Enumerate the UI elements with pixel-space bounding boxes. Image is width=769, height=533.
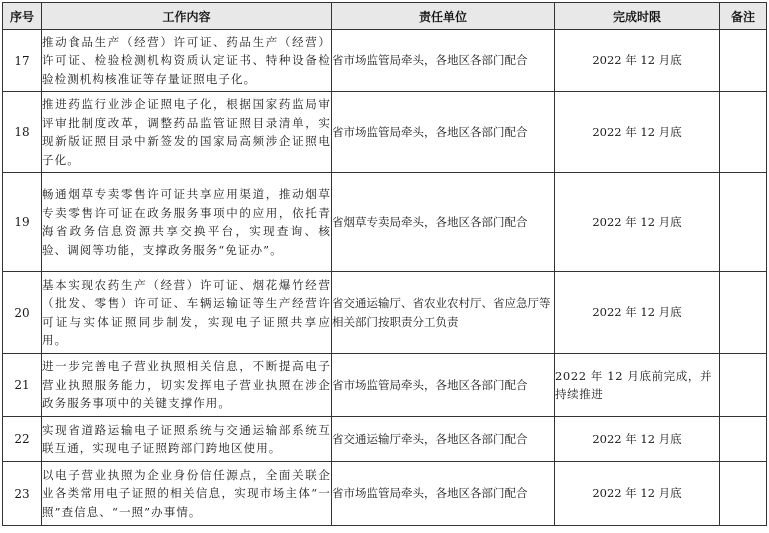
row-deadline: 2022 年 12 月底 [555, 173, 720, 272]
task-table [2, 2, 767, 526]
row-deadline: 2022 年 12 月底 [555, 272, 720, 354]
row-unit: 省烟草专卖局牵头，各地区各部门配合 [332, 173, 555, 272]
header-content: 工作内容 [42, 3, 332, 30]
table-row [3, 354, 767, 417]
row-seq: 19 [3, 173, 42, 272]
row-remark [720, 92, 767, 173]
row-seq: 17 [3, 30, 42, 92]
row-remark [720, 462, 767, 526]
row-deadline: 2022 年 12 月底前完成，并持续推进 [555, 354, 720, 417]
header-deadline: 完成时限 [555, 3, 720, 30]
header-unit: 责任单位 [332, 3, 555, 30]
row-seq: 20 [3, 272, 42, 354]
row-content: 畅通烟草专卖零售许可证共享应用渠道，推动烟草专卖零售许可证在政务服务事项中的应用，依托青海省政务信息资源共享交换平台，实现查询、核验、调阅等功能，支撑政务服务“免证办”。 [42, 173, 332, 272]
row-seq: 21 [3, 354, 42, 417]
row-unit: 省交通运输厅、省农业农村厅、省应急厅等相关部门按职责分工负责 [332, 272, 555, 354]
header-seq: 序号 [3, 3, 42, 30]
row-deadline: 2022 年 12 月底 [555, 30, 720, 92]
row-remark [720, 272, 767, 354]
row-unit: 省市场监管局牵头，各地区各部门配合 [332, 462, 555, 526]
row-seq: 23 [3, 462, 42, 526]
row-unit: 省市场监管局牵头，各地区各部门配合 [332, 30, 555, 92]
row-remark [720, 354, 767, 417]
row-seq: 22 [3, 417, 42, 462]
table-row [3, 462, 767, 526]
row-content: 推动食品生产（经营）许可证、药品生产（经营）许可证、检验检测机构资质认定证书、特种设备检验检测机构核准证等存量证照电子化。 [42, 30, 332, 92]
table-row [3, 272, 767, 354]
row-unit: 省交通运输厅牵头，各地区各部门配合 [332, 417, 555, 462]
table-row [3, 173, 767, 272]
table-row [3, 30, 767, 92]
row-deadline: 2022 年 12 月底 [555, 92, 720, 173]
row-unit: 省市场监管局牵头，各地区各部门配合 [332, 92, 555, 173]
row-deadline: 2022 年 12 月底 [555, 417, 720, 462]
table-header-row [3, 3, 767, 30]
row-deadline: 2022 年 12 月底 [555, 462, 720, 526]
row-remark [720, 417, 767, 462]
row-content: 实现省道路运输电子证照系统与交通运输部系统互联互通，实现电子证照跨部门跨地区使用。 [42, 417, 332, 462]
row-content: 推进药监行业涉企证照电子化，根据国家药监局审评审批制度改革，调整药品监管证照目录清单，实现新版证照目录中新签发的国家局高频涉企证照电子化。 [42, 92, 332, 173]
header-remark: 备注 [720, 3, 767, 30]
row-remark [720, 173, 767, 272]
table-row [3, 92, 767, 173]
row-remark [720, 30, 767, 92]
row-content: 以电子营业执照为企业身份信任源点，全面关联企业各类常用电子证照的相关信息，实现市场主体“一照”查信息、“一照”办事情。 [42, 462, 332, 526]
table-row [3, 417, 767, 462]
row-seq: 18 [3, 92, 42, 173]
row-content: 基本实现农药生产（经营）许可证、烟花爆竹经营（批发、零售）许可证、车辆运输证等生产经营许可证与实体证照同步制发，实现电子证照共享应用。 [42, 272, 332, 354]
row-content: 进一步完善电子营业执照相关信息，不断提高电子营业执照服务能力，切实发挥电子营业执照在涉企政务服务事项中的关键支撑作用。 [42, 354, 332, 417]
row-unit: 省市场监管局牵头，各地区各部门配合 [332, 354, 555, 417]
